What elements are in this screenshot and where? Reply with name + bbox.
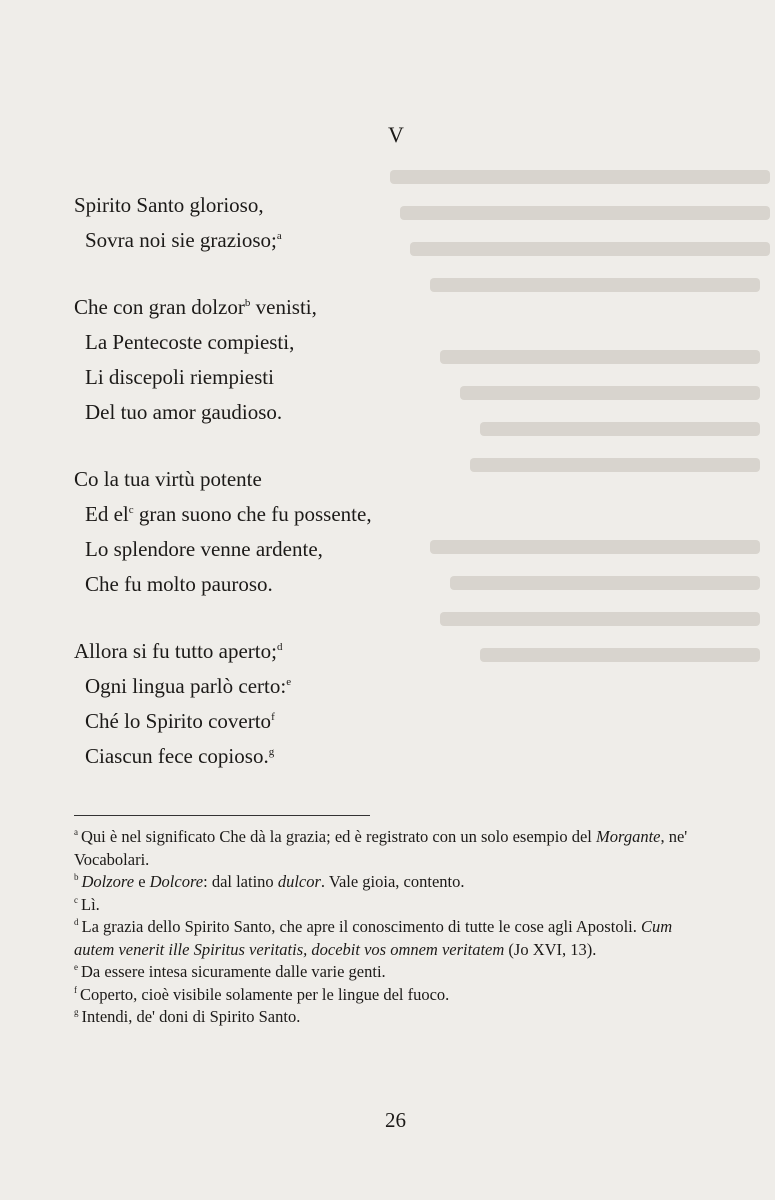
footnote-e: $^e$ Da essere intesa sicuramente dalle varie genti. (74, 962, 386, 981)
verse-line: La Pentecoste compiesti, (85, 330, 295, 354)
footnote-ref: f (271, 711, 275, 723)
stanza-1 (74, 188, 534, 258)
verse-line: Che con gran dolzor$^b$ venisti, (74, 295, 317, 319)
footnotes (74, 826, 714, 1029)
footnote-a: $^a$ Qui è nel significato Che dà la grazia; ed è registrato con un solo esempio del Morgante, ne' Vocabolari. (74, 827, 688, 869)
footnote-ref: g (268, 746, 275, 758)
footnote-g: $^g$ Intendi, de' doni di Spirito Santo. (74, 1007, 301, 1026)
page-number: 26 (385, 1108, 406, 1132)
footnote-ref: c (128, 504, 134, 516)
verse-line: Ogni lingua parlò certo:$^e$ (85, 674, 292, 698)
verse-line: Spirito Santo glorioso, (74, 193, 264, 217)
footnote-ref: e (286, 676, 292, 688)
footnote-c: $^c$ Lì. (74, 894, 100, 914)
verse-line: Che fu molto pauroso. (85, 572, 273, 596)
footnote-f: $^f$ Coperto, cioè visibile solamente per le lingue del fuoco. (74, 984, 450, 1004)
stanza-4 (74, 634, 534, 774)
footnote-ref: a (276, 230, 282, 242)
verse-line: Li discepoli riempiesti (85, 365, 274, 389)
verse-line: Del tuo amor gaudioso. (85, 400, 283, 424)
verse-line: Ché lo Spirito coverto$^f$ (85, 709, 275, 733)
verse-line: Ciascun fece copioso.$^g$ (85, 744, 275, 768)
stanza-2 (74, 290, 534, 430)
chapter-heading: V (388, 122, 404, 147)
footnote-b: $^b$ Dolzore e Dolcore: dal latino dulcor. Vale gioia, contento. (74, 872, 465, 891)
footnote-ref: b (244, 297, 251, 309)
footnote-ref: d (276, 641, 283, 653)
verse-line: Co la tua virtù potente (74, 467, 262, 491)
verse-line: Allora si fu tutto aperto;$^d$ (74, 639, 283, 663)
footnote-d: $^d$ La grazia dello Spirito Santo, che apre il conoscimento di tutte le cose agli Apostoli. Cum autem venerit ille Spiritus veritatis, docebit vos omnem veritatem (Jo XVI, 13). (74, 917, 673, 959)
verse-line: Sovra noi sie grazioso;$^a$ (85, 228, 282, 252)
verse-line: Lo splendore venne ardente, (85, 537, 323, 561)
verse-line: Ed $el^c$ gran suono che fu possente, (85, 502, 372, 526)
poem (74, 188, 534, 806)
stanza-3 (74, 462, 534, 602)
footnote-divider (74, 815, 370, 816)
